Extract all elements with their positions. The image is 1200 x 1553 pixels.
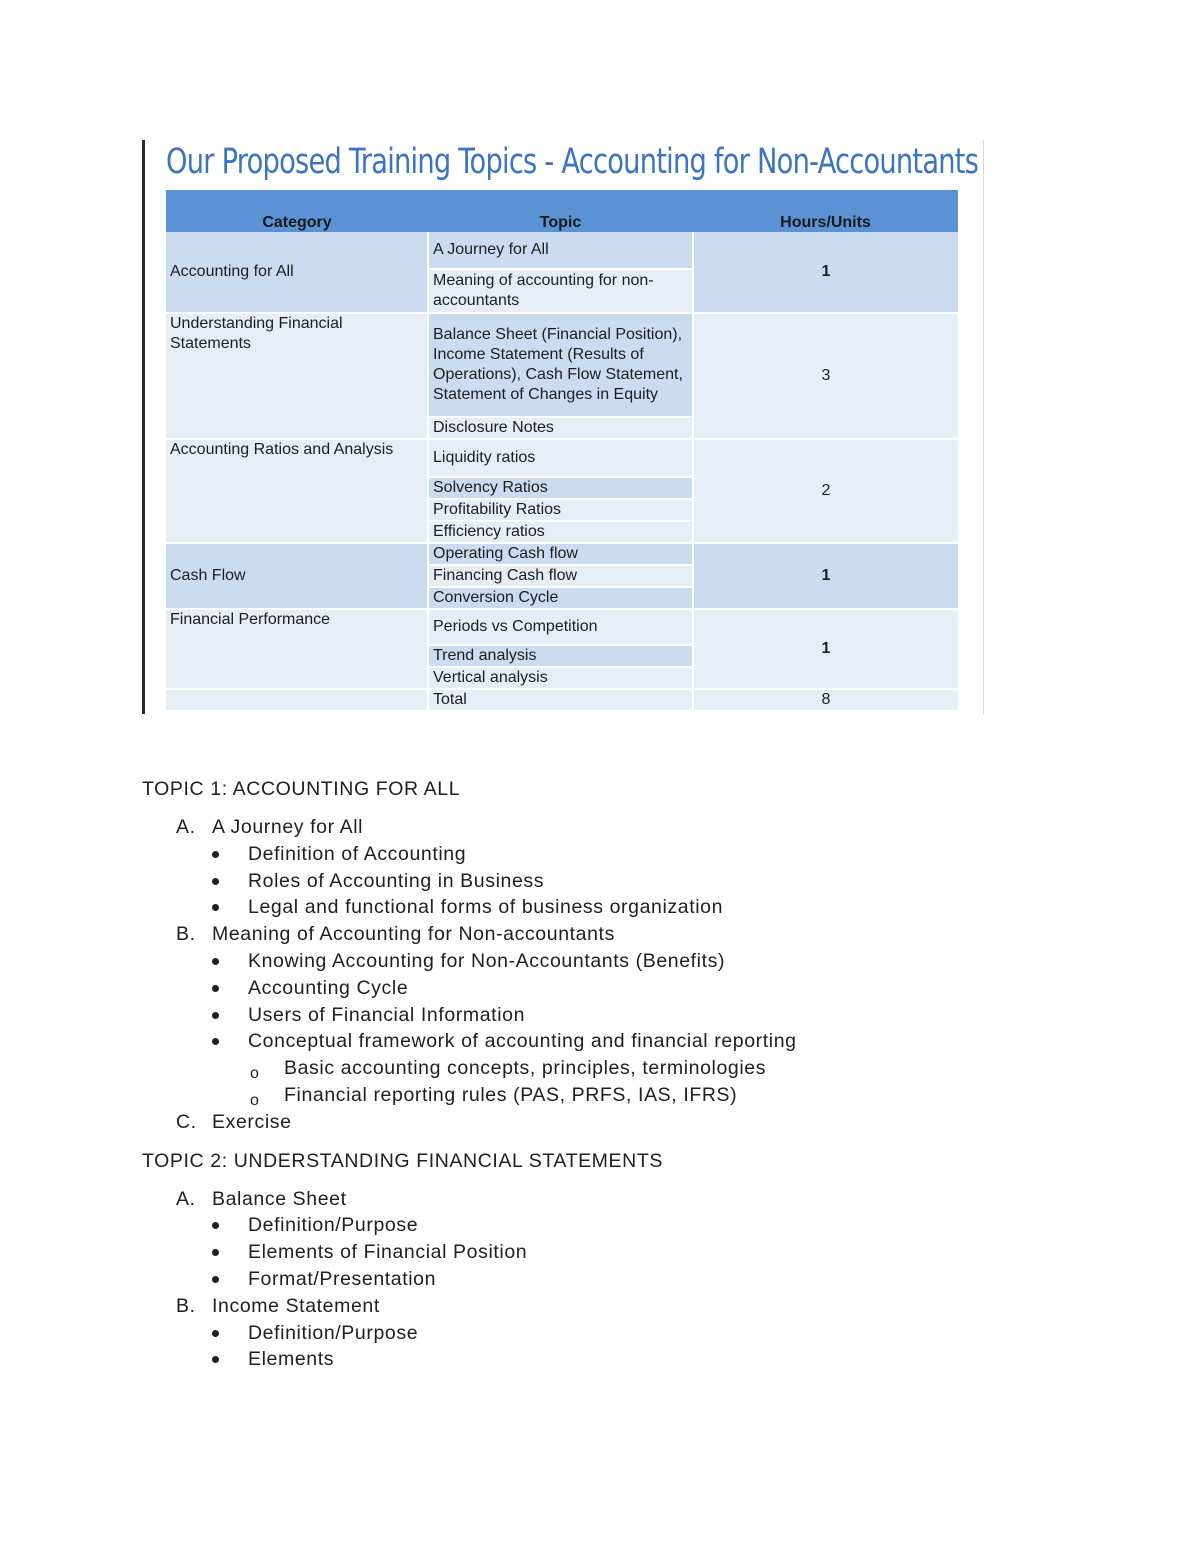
topic2-heading: TOPIC 2: UNDERSTANDING FINANCIAL STATEMENTS bbox=[142, 1149, 663, 1172]
hours-cell: 3 bbox=[693, 313, 958, 439]
bullet-text: Definition of Accounting bbox=[248, 842, 467, 865]
topic-cell: Meaning of accounting for non-accountants bbox=[428, 269, 693, 313]
hours-cell: 1 bbox=[693, 543, 958, 609]
list-marker: B. bbox=[176, 1294, 196, 1317]
header-category: Category bbox=[166, 190, 428, 232]
topic-cell: Liquidity ratios bbox=[428, 439, 693, 477]
list-item bbox=[142, 1186, 1142, 1293]
table-row bbox=[166, 609, 958, 645]
table-header-row bbox=[166, 190, 958, 232]
bullet-icon bbox=[212, 851, 219, 858]
bullet-item bbox=[212, 841, 1142, 868]
bullet-list bbox=[212, 841, 1142, 921]
bullet-text: Roles of Accounting in Business bbox=[248, 869, 545, 892]
bullet-icon bbox=[212, 904, 219, 911]
bullet-item bbox=[212, 1212, 1142, 1239]
topic-cell: Solvency Ratios bbox=[428, 477, 693, 499]
bullet-text: Legal and functional forms of business organization bbox=[248, 896, 724, 919]
category-cell: Cash Flow bbox=[166, 543, 428, 609]
hours-cell: 1 bbox=[693, 609, 958, 689]
slide-right-border bbox=[983, 140, 984, 714]
bullet-icon bbox=[212, 1038, 219, 1045]
table-row bbox=[166, 232, 958, 269]
bullet-text: Users of Financial Information bbox=[248, 1003, 526, 1026]
bullet-icon bbox=[212, 985, 219, 992]
list-item bbox=[142, 1293, 1142, 1373]
bullet-item bbox=[212, 1266, 1142, 1293]
table-row bbox=[166, 543, 958, 565]
topic1-list bbox=[142, 814, 1142, 1136]
sub-bullet-item bbox=[248, 1082, 1142, 1109]
bullet-text: Knowing Accounting for Non-Accountants (Benefits) bbox=[248, 949, 726, 972]
list-marker: B. bbox=[176, 923, 196, 946]
total-label: Total bbox=[428, 689, 693, 711]
bullet-list bbox=[212, 948, 1142, 1109]
list-item bbox=[142, 921, 1142, 1109]
bullet-icon bbox=[212, 1012, 219, 1019]
sub-bullet-item bbox=[248, 1055, 1142, 1082]
topic1-heading: TOPIC 1: ACCOUNTING FOR ALL bbox=[142, 778, 461, 800]
topic-cell: Conversion Cycle bbox=[428, 587, 693, 609]
list-marker: C. bbox=[176, 1110, 197, 1133]
total-empty-cell bbox=[166, 689, 428, 711]
total-hours: 8 bbox=[693, 689, 958, 711]
header-hours: Hours/Units bbox=[693, 190, 958, 232]
sub-bullet-text: Basic accounting concepts, principles, terminologies bbox=[284, 1057, 767, 1080]
list-marker: A. bbox=[176, 1187, 196, 1210]
topic-cell: Trend analysis bbox=[428, 645, 693, 667]
topic-cell: Profitability Ratios bbox=[428, 499, 693, 521]
sub-bullet-text: Financial reporting rules (PAS, PRFS, IAS, IFRS) bbox=[284, 1083, 738, 1106]
bullet-text: Elements bbox=[248, 1348, 335, 1371]
bullet-icon bbox=[212, 958, 219, 965]
bullet-item bbox=[212, 894, 1142, 921]
topic-cell: Financing Cash flow bbox=[428, 565, 693, 587]
bullet-text: Conceptual framework of accounting and financial reporting bbox=[248, 1030, 797, 1053]
topic-cell: Disclosure Notes bbox=[428, 417, 693, 439]
list-item bbox=[142, 814, 1142, 921]
table-row bbox=[166, 439, 958, 477]
training-topics-slide bbox=[142, 140, 984, 714]
bullet-text: Definition/Purpose bbox=[248, 1321, 419, 1344]
topic-cell: Efficiency ratios bbox=[428, 521, 693, 543]
category-cell: Understanding Financial Statements bbox=[166, 313, 428, 439]
slide-left-border bbox=[142, 140, 145, 714]
topic-cell: Vertical analysis bbox=[428, 667, 693, 689]
bullet-item bbox=[212, 948, 1142, 975]
circle-bullet-icon: o bbox=[250, 1065, 260, 1083]
list-item-label: Income Statement bbox=[212, 1294, 380, 1317]
header-topic: Topic bbox=[428, 190, 693, 232]
table-row bbox=[166, 313, 958, 417]
bullet-item bbox=[212, 868, 1142, 895]
list-item bbox=[142, 1109, 1142, 1136]
bullet-icon bbox=[212, 1249, 219, 1256]
category-cell: Accounting for All bbox=[166, 232, 428, 313]
bullet-icon bbox=[212, 1276, 219, 1283]
hours-cell: 2 bbox=[693, 439, 958, 543]
topic-cell: A Journey for All bbox=[428, 232, 693, 269]
bullet-item bbox=[212, 1320, 1142, 1347]
bullet-list bbox=[212, 1212, 1142, 1292]
sub-bullet-list bbox=[248, 1055, 1142, 1109]
bullet-text: Format/Presentation bbox=[248, 1267, 437, 1290]
bullet-icon bbox=[212, 878, 219, 885]
topic2-list bbox=[142, 1186, 1142, 1374]
bullet-text: Accounting Cycle bbox=[248, 976, 409, 999]
topic-cell: Periods vs Competition bbox=[428, 609, 693, 645]
list-item-label: A Journey for All bbox=[212, 816, 364, 838]
category-cell: Financial Performance bbox=[166, 609, 428, 689]
topic-cell: Balance Sheet (Financial Position), Income Statement (Results of Operations), Cash Flow Statement, Statement of Changes in Equity bbox=[428, 313, 693, 417]
slide-title: Our Proposed Training Topics - Accounting for Non-Accountants bbox=[166, 142, 979, 182]
circle-bullet-icon: o bbox=[250, 1091, 260, 1109]
bullet-item bbox=[212, 975, 1142, 1002]
bullet-text: Definition/Purpose bbox=[248, 1214, 419, 1237]
bullet-item bbox=[212, 1239, 1142, 1266]
list-marker: A. bbox=[176, 816, 196, 838]
topic-cell: Operating Cash flow bbox=[428, 543, 693, 565]
bullet-icon bbox=[212, 1330, 219, 1337]
list-item-label: Balance Sheet bbox=[212, 1187, 347, 1210]
list-item-label: Meaning of Accounting for Non-accountants bbox=[212, 923, 615, 946]
bullet-icon bbox=[212, 1356, 219, 1363]
training-topics-table bbox=[166, 190, 958, 712]
table-total-row bbox=[166, 689, 958, 711]
bullet-item bbox=[212, 1346, 1142, 1373]
bullet-item bbox=[212, 1028, 1142, 1108]
bullet-text: Elements of Financial Position bbox=[248, 1241, 528, 1264]
hours-cell: 1 bbox=[693, 232, 958, 313]
bullet-list bbox=[212, 1320, 1142, 1374]
bullet-icon bbox=[212, 1222, 219, 1229]
list-item-label: Exercise bbox=[212, 1110, 292, 1133]
bullet-item bbox=[212, 1002, 1142, 1029]
category-cell: Accounting Ratios and Analysis bbox=[166, 439, 428, 543]
course-outline bbox=[142, 774, 1142, 1373]
